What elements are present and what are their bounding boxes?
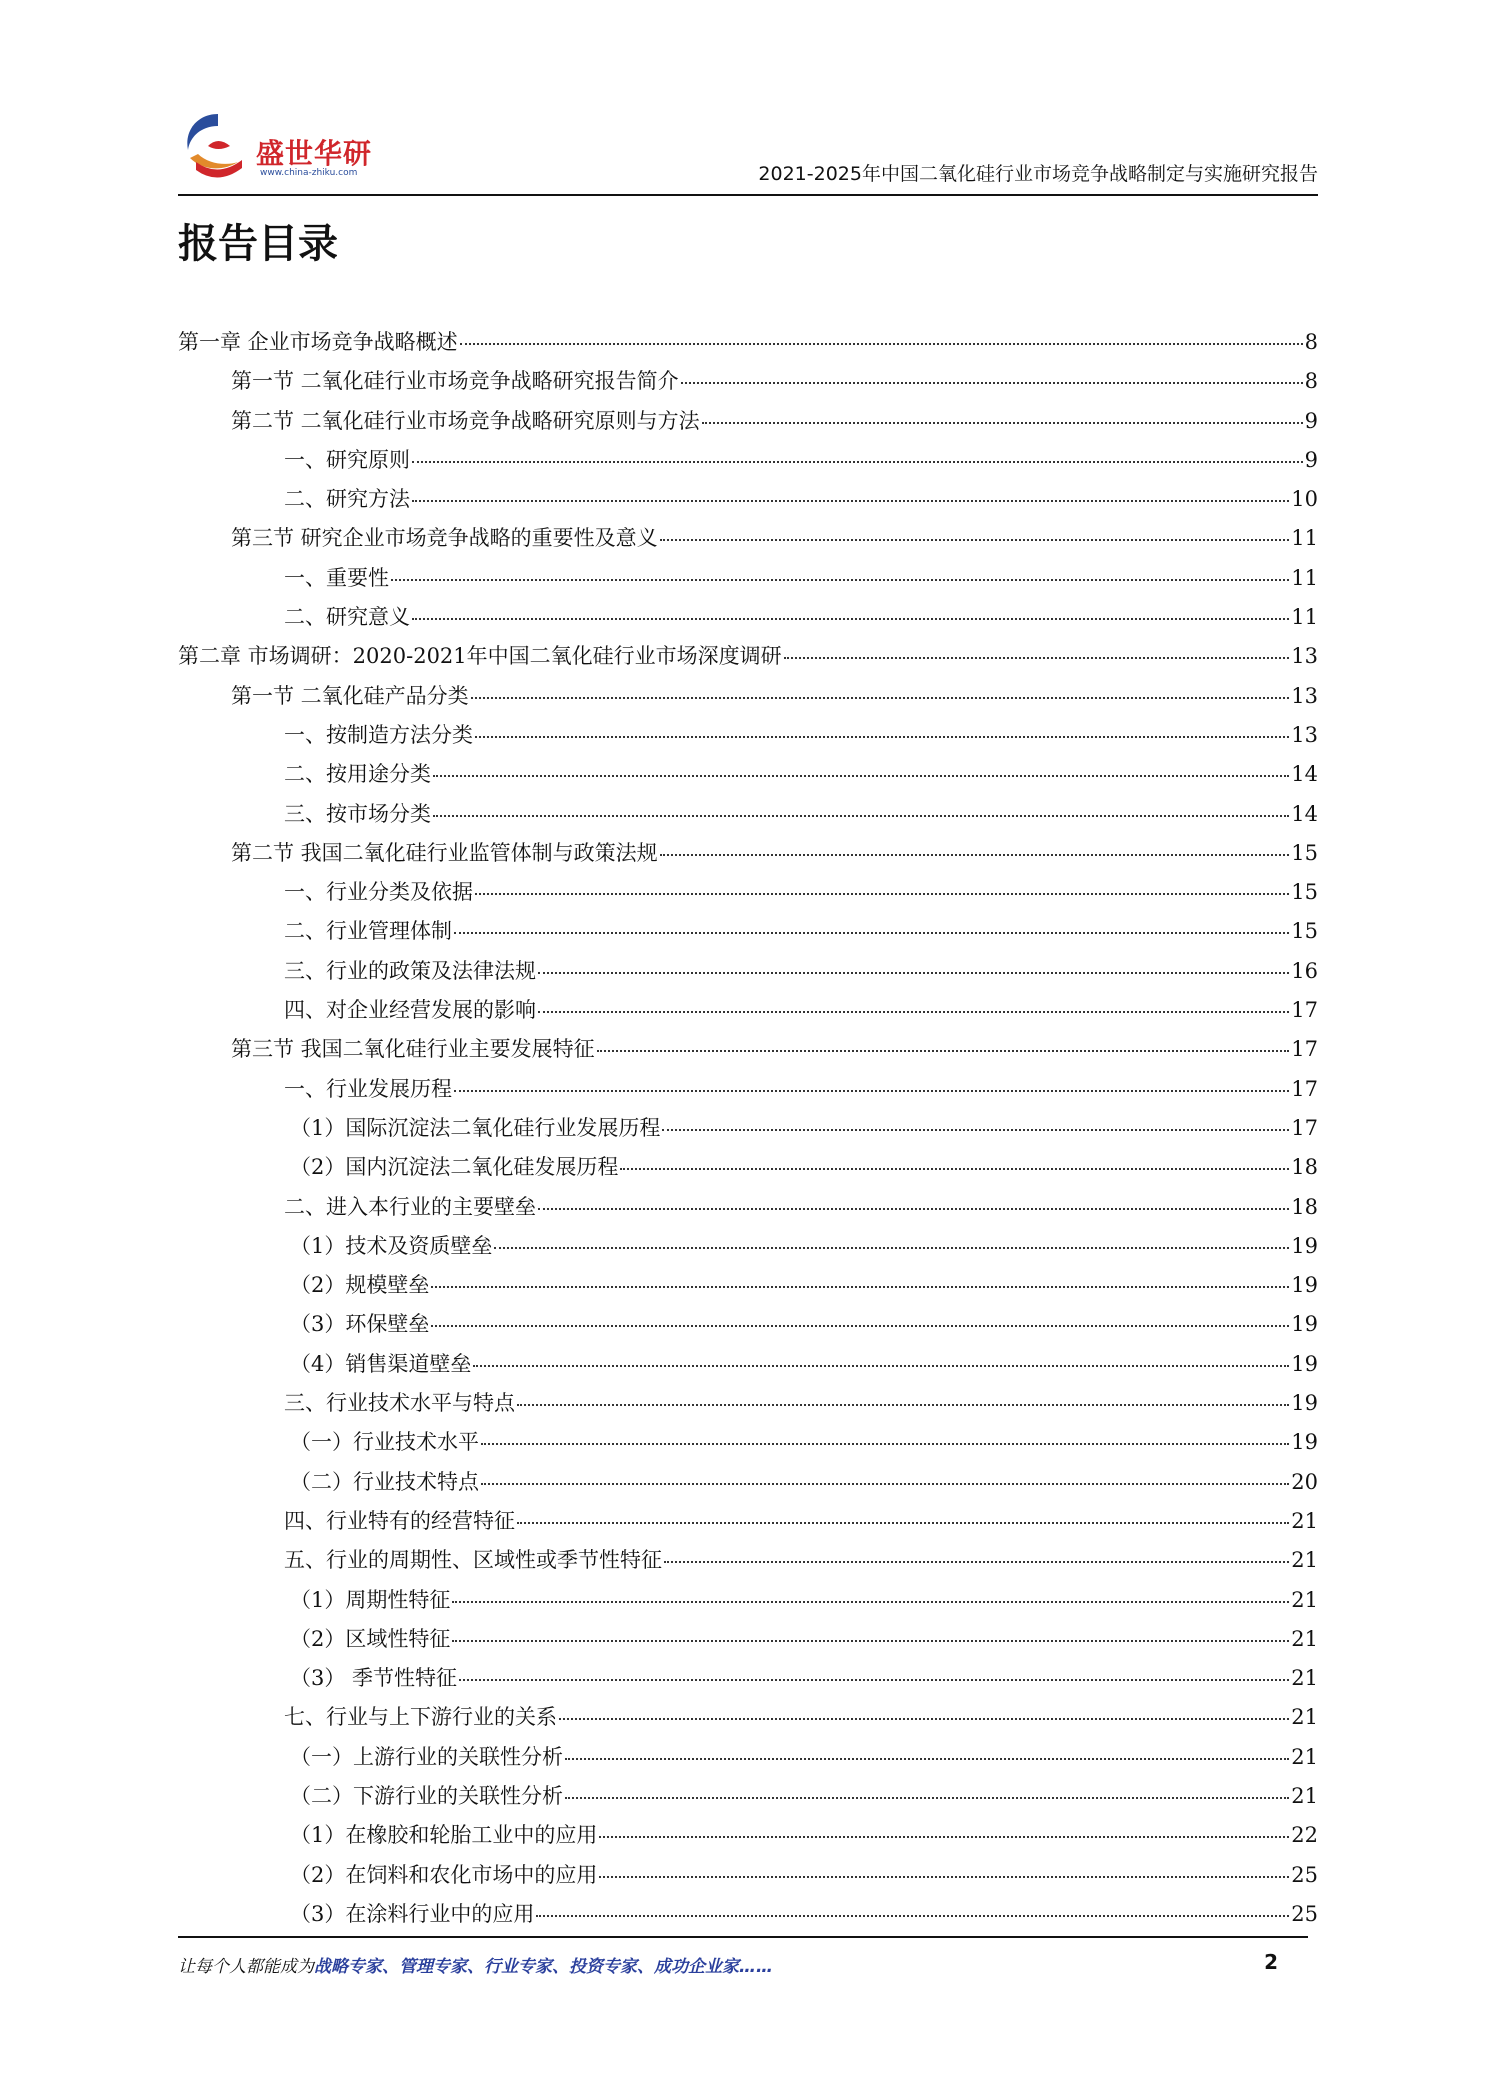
toc-entry[interactable] bbox=[178, 1073, 1318, 1112]
toc-leader-dots bbox=[460, 343, 1303, 345]
toc-entry-page: 13 bbox=[1291, 683, 1318, 708]
toc-entry-title: （1）周期性特征 bbox=[290, 1587, 451, 1612]
toc-leader-dots bbox=[597, 1050, 1290, 1052]
toc-entry-title: （一）上游行业的关联性分析 bbox=[290, 1744, 563, 1769]
toc-leader-dots bbox=[431, 1325, 1289, 1327]
toc-entry-title: 三、行业的政策及法律法规 bbox=[284, 958, 536, 983]
toc-entry-title: （3）环保壁垒 bbox=[290, 1312, 430, 1337]
toc-entry-title: 二、行业管理体制 bbox=[284, 919, 452, 944]
toc-leader-dots bbox=[517, 1522, 1289, 1524]
toc-leader-dots bbox=[599, 1836, 1289, 1838]
toc-entry-page: 19 bbox=[1291, 1312, 1318, 1337]
toc-entry[interactable] bbox=[178, 994, 1318, 1033]
toc-entry-page: 21 bbox=[1291, 1783, 1318, 1808]
toc-entry-page: 19 bbox=[1291, 1391, 1318, 1416]
company-logo bbox=[178, 106, 378, 186]
toc-entry-title: 第二章 市场调研：2020-2021年中国二氧化硅行业市场深度调研 bbox=[178, 644, 782, 669]
toc-entry[interactable] bbox=[178, 1623, 1318, 1662]
toc-entry[interactable] bbox=[178, 955, 1318, 994]
toc-entry-page: 11 bbox=[1291, 605, 1318, 630]
toc-entry-title: 五、行业的周期性、区域性或季节性特征 bbox=[284, 1548, 662, 1573]
toc-entry[interactable] bbox=[178, 876, 1318, 915]
toc-entry-title: 四、对企业经营发展的影响 bbox=[284, 998, 536, 1023]
toc-entry-page: 15 bbox=[1291, 919, 1318, 944]
toc-entry-page: 19 bbox=[1291, 1273, 1318, 1298]
toc-entry-title: 二、研究意义 bbox=[284, 605, 410, 630]
toc-entry[interactable] bbox=[178, 1466, 1318, 1505]
toc-entry-page: 21 bbox=[1291, 1587, 1318, 1612]
toc-leader-dots bbox=[475, 893, 1289, 895]
toc-entry-page: 15 bbox=[1291, 880, 1318, 905]
toc-leader-dots bbox=[599, 1876, 1289, 1878]
report-title: 2021-2025年中国二氧化硅行业市场竞争战略制定与实施研究报告 bbox=[758, 163, 1318, 185]
toc-entry-title: 第二节 二氧化硅行业市场竞争战略研究原则与方法 bbox=[231, 408, 700, 433]
toc-entry-page: 8 bbox=[1304, 330, 1318, 354]
toc-entry-page: 19 bbox=[1291, 1351, 1318, 1376]
toc-entry[interactable] bbox=[178, 719, 1318, 758]
toc-entry-page: 13 bbox=[1291, 644, 1318, 669]
toc-entry[interactable] bbox=[178, 1584, 1318, 1623]
toc-entry[interactable] bbox=[178, 483, 1318, 522]
toc-entry-title: 七、行业与上下游行业的关系 bbox=[284, 1705, 557, 1730]
toc-entry[interactable] bbox=[178, 680, 1318, 719]
toc-entry[interactable] bbox=[178, 405, 1318, 444]
toc-entry-title: 二、进入本行业的主要壁垒 bbox=[284, 1194, 536, 1219]
toc-entry-title: 一、行业分类及依据 bbox=[284, 880, 473, 905]
toc-entry[interactable] bbox=[178, 837, 1318, 876]
toc-entry-page: 14 bbox=[1291, 762, 1318, 787]
toc-entry-title: 三、行业技术水平与特点 bbox=[284, 1391, 515, 1416]
toc-entry-page: 11 bbox=[1291, 526, 1318, 551]
toc-entry[interactable] bbox=[178, 1741, 1318, 1780]
toc-entry[interactable] bbox=[178, 1819, 1318, 1858]
toc-entry[interactable] bbox=[178, 1505, 1318, 1544]
toc-entry-page: 13 bbox=[1291, 722, 1318, 747]
toc-entry-title: 第三节 研究企业市场竞争战略的重要性及意义 bbox=[231, 526, 658, 551]
toc-entry[interactable] bbox=[178, 1191, 1318, 1230]
toc-entry-title: 第三节 我国二氧化硅行业主要发展特征 bbox=[231, 1037, 595, 1062]
toc-entry-page: 14 bbox=[1291, 801, 1318, 826]
toc-entry[interactable] bbox=[178, 758, 1318, 797]
toc-entry[interactable] bbox=[178, 1112, 1318, 1151]
toc-entry-page: 21 bbox=[1291, 1626, 1318, 1651]
toc-entry[interactable] bbox=[178, 798, 1318, 837]
toc-entry-page: 10 bbox=[1291, 487, 1318, 512]
toc-leader-dots bbox=[459, 1679, 1289, 1681]
toc-leader-dots bbox=[412, 500, 1289, 502]
toc-entry[interactable] bbox=[178, 562, 1318, 601]
toc-entry[interactable] bbox=[178, 1230, 1318, 1269]
toc-leader-dots bbox=[538, 1011, 1289, 1013]
toc-entry-page: 19 bbox=[1291, 1430, 1318, 1455]
toc-entry[interactable] bbox=[178, 1898, 1318, 1937]
toc-leader-dots bbox=[433, 775, 1289, 777]
toc-entry[interactable] bbox=[178, 1780, 1318, 1819]
toc-entry-title: 一、重要性 bbox=[284, 565, 389, 590]
toc-entry-page: 19 bbox=[1291, 1233, 1318, 1258]
toc-entry[interactable] bbox=[178, 640, 1318, 679]
toc-entry-page: 25 bbox=[1291, 1901, 1318, 1926]
toc-leader-dots bbox=[620, 1168, 1289, 1170]
toc-entry[interactable] bbox=[178, 601, 1318, 640]
toc-entry[interactable] bbox=[178, 1387, 1318, 1426]
toc-entry[interactable] bbox=[178, 915, 1318, 954]
logo-name: 盛世华研 bbox=[256, 137, 373, 170]
toc-leader-dots bbox=[538, 972, 1289, 974]
toc-entry-title: （二）行业技术特点 bbox=[290, 1469, 479, 1494]
toc-entry[interactable] bbox=[178, 1308, 1318, 1347]
toc-entry-title: （4）销售渠道壁垒 bbox=[290, 1351, 472, 1376]
toc-entry-title: 三、按市场分类 bbox=[284, 801, 431, 826]
toc-entry-page: 9 bbox=[1304, 408, 1318, 433]
toc-entry[interactable] bbox=[178, 1426, 1318, 1465]
toc-entry-title: （3）在涂料行业中的应用 bbox=[290, 1901, 535, 1926]
toc-entry-title: 第二节 我国二氧化硅行业监管体制与政策法规 bbox=[231, 840, 658, 865]
toc-entry[interactable] bbox=[178, 1269, 1318, 1308]
toc-leader-dots bbox=[475, 736, 1289, 738]
page-title: 报告目录 bbox=[178, 221, 338, 267]
toc-entry-title: 四、行业特有的经营特征 bbox=[284, 1508, 515, 1533]
toc-entry[interactable] bbox=[178, 326, 1318, 365]
toc-leader-dots bbox=[481, 1483, 1289, 1485]
toc-entry[interactable] bbox=[178, 1701, 1318, 1740]
toc-entry-page: 25 bbox=[1291, 1862, 1318, 1887]
toc-entry-title: 二、按用途分类 bbox=[284, 762, 431, 787]
toc-leader-dots bbox=[412, 618, 1289, 620]
toc-entry-title: 一、按制造方法分类 bbox=[284, 722, 473, 747]
toc-entry-page: 21 bbox=[1291, 1666, 1318, 1691]
toc-entry-page: 18 bbox=[1291, 1155, 1318, 1180]
toc-entry-page: 20 bbox=[1291, 1469, 1318, 1494]
toc-leader-dots bbox=[481, 1443, 1289, 1445]
toc-entry[interactable] bbox=[178, 444, 1318, 483]
toc-entry[interactable] bbox=[178, 365, 1318, 404]
toc-entry[interactable] bbox=[178, 1859, 1318, 1898]
toc-entry-page: 18 bbox=[1291, 1194, 1318, 1219]
toc-entry-page: 21 bbox=[1291, 1705, 1318, 1730]
toc-entry-title: （1）技术及资质壁垒 bbox=[290, 1233, 493, 1258]
toc-leader-dots bbox=[681, 382, 1303, 384]
toc-entry-title: 第一节 二氧化硅产品分类 bbox=[231, 683, 469, 708]
toc-entry-page: 22 bbox=[1291, 1823, 1318, 1848]
toc-entry[interactable] bbox=[178, 1151, 1318, 1190]
table-of-contents bbox=[178, 326, 1318, 1937]
footer-slogan-lead: 让每个人都能成为 bbox=[178, 1957, 314, 1977]
logo-emblem-icon bbox=[178, 106, 258, 186]
toc-leader-dots bbox=[471, 697, 1290, 699]
toc-entry[interactable] bbox=[178, 522, 1318, 561]
toc-entry-page: 17 bbox=[1291, 1037, 1318, 1062]
toc-entry-page: 17 bbox=[1291, 1115, 1318, 1140]
toc-leader-dots bbox=[433, 815, 1289, 817]
toc-leader-dots bbox=[662, 1129, 1289, 1131]
logo-url: www.china-zhiku.com bbox=[260, 168, 358, 178]
footer-divider bbox=[178, 1936, 1308, 1938]
toc-entry-title: （1）国际沉淀法二氧化硅行业发展历程 bbox=[290, 1115, 661, 1140]
page-header bbox=[178, 100, 1318, 196]
toc-leader-dots bbox=[784, 657, 1290, 659]
toc-entry-title: 第一章 企业市场竞争战略概述 bbox=[178, 330, 458, 354]
toc-leader-dots bbox=[536, 1915, 1289, 1917]
toc-entry-title: 一、行业发展历程 bbox=[284, 1076, 452, 1101]
toc-entry-page: 15 bbox=[1291, 840, 1318, 865]
toc-leader-dots bbox=[538, 1208, 1289, 1210]
toc-entry-page: 21 bbox=[1291, 1548, 1318, 1573]
toc-entry[interactable] bbox=[178, 1348, 1318, 1387]
toc-leader-dots bbox=[412, 461, 1303, 463]
toc-entry-title: （一）行业技术水平 bbox=[290, 1430, 479, 1455]
toc-entry-title: （2）在饲料和农化市场中的应用 bbox=[290, 1862, 598, 1887]
toc-leader-dots bbox=[660, 539, 1290, 541]
toc-entry-page: 21 bbox=[1291, 1744, 1318, 1769]
toc-leader-dots bbox=[565, 1758, 1289, 1760]
toc-entry-page: 17 bbox=[1291, 1076, 1318, 1101]
toc-entry-title: 一、研究原则 bbox=[284, 447, 410, 472]
toc-leader-dots bbox=[391, 579, 1289, 581]
toc-leader-dots bbox=[452, 1601, 1289, 1603]
toc-leader-dots bbox=[454, 1090, 1289, 1092]
toc-leader-dots bbox=[452, 1640, 1289, 1642]
header-divider bbox=[178, 194, 1318, 196]
toc-entry[interactable] bbox=[178, 1662, 1318, 1701]
toc-entry[interactable] bbox=[178, 1544, 1318, 1583]
toc-entry-title: （1）在橡胶和轮胎工业中的应用 bbox=[290, 1823, 598, 1848]
toc-leader-dots bbox=[660, 854, 1290, 856]
footer-slogan-emphasis: 战略专家、管理专家、行业专家、投资专家、成功企业家…… bbox=[314, 1957, 773, 1977]
toc-entry-page: 21 bbox=[1291, 1508, 1318, 1533]
toc-leader-dots bbox=[473, 1365, 1289, 1367]
page-footer bbox=[178, 1952, 1278, 1977]
toc-entry-page: 8 bbox=[1304, 369, 1318, 394]
toc-entry-title: 第一节 二氧化硅行业市场竞争战略研究报告简介 bbox=[231, 369, 679, 394]
toc-entry-page: 16 bbox=[1291, 958, 1318, 983]
toc-entry[interactable] bbox=[178, 1033, 1318, 1072]
toc-entry-title: （二）下游行业的关联性分析 bbox=[290, 1783, 563, 1808]
toc-leader-dots bbox=[454, 932, 1289, 934]
toc-entry-title: 二、研究方法 bbox=[284, 487, 410, 512]
toc-leader-dots bbox=[494, 1247, 1289, 1249]
toc-leader-dots bbox=[565, 1797, 1289, 1799]
toc-entry-page: 17 bbox=[1291, 998, 1318, 1023]
page-number: 2 bbox=[1264, 1950, 1278, 1974]
toc-entry-title: （2）区域性特征 bbox=[290, 1626, 451, 1651]
toc-entry-title: （2）国内沉淀法二氧化硅发展历程 bbox=[290, 1155, 619, 1180]
toc-leader-dots bbox=[431, 1286, 1289, 1288]
toc-entry-title: （2）规模壁垒 bbox=[290, 1273, 430, 1298]
toc-entry-page: 9 bbox=[1304, 447, 1318, 472]
toc-leader-dots bbox=[664, 1561, 1289, 1563]
toc-leader-dots bbox=[517, 1404, 1289, 1406]
toc-entry-page: 11 bbox=[1291, 565, 1318, 590]
toc-leader-dots bbox=[702, 422, 1303, 424]
toc-leader-dots bbox=[559, 1718, 1289, 1720]
toc-entry-title: （3） 季节性特征 bbox=[290, 1666, 458, 1691]
